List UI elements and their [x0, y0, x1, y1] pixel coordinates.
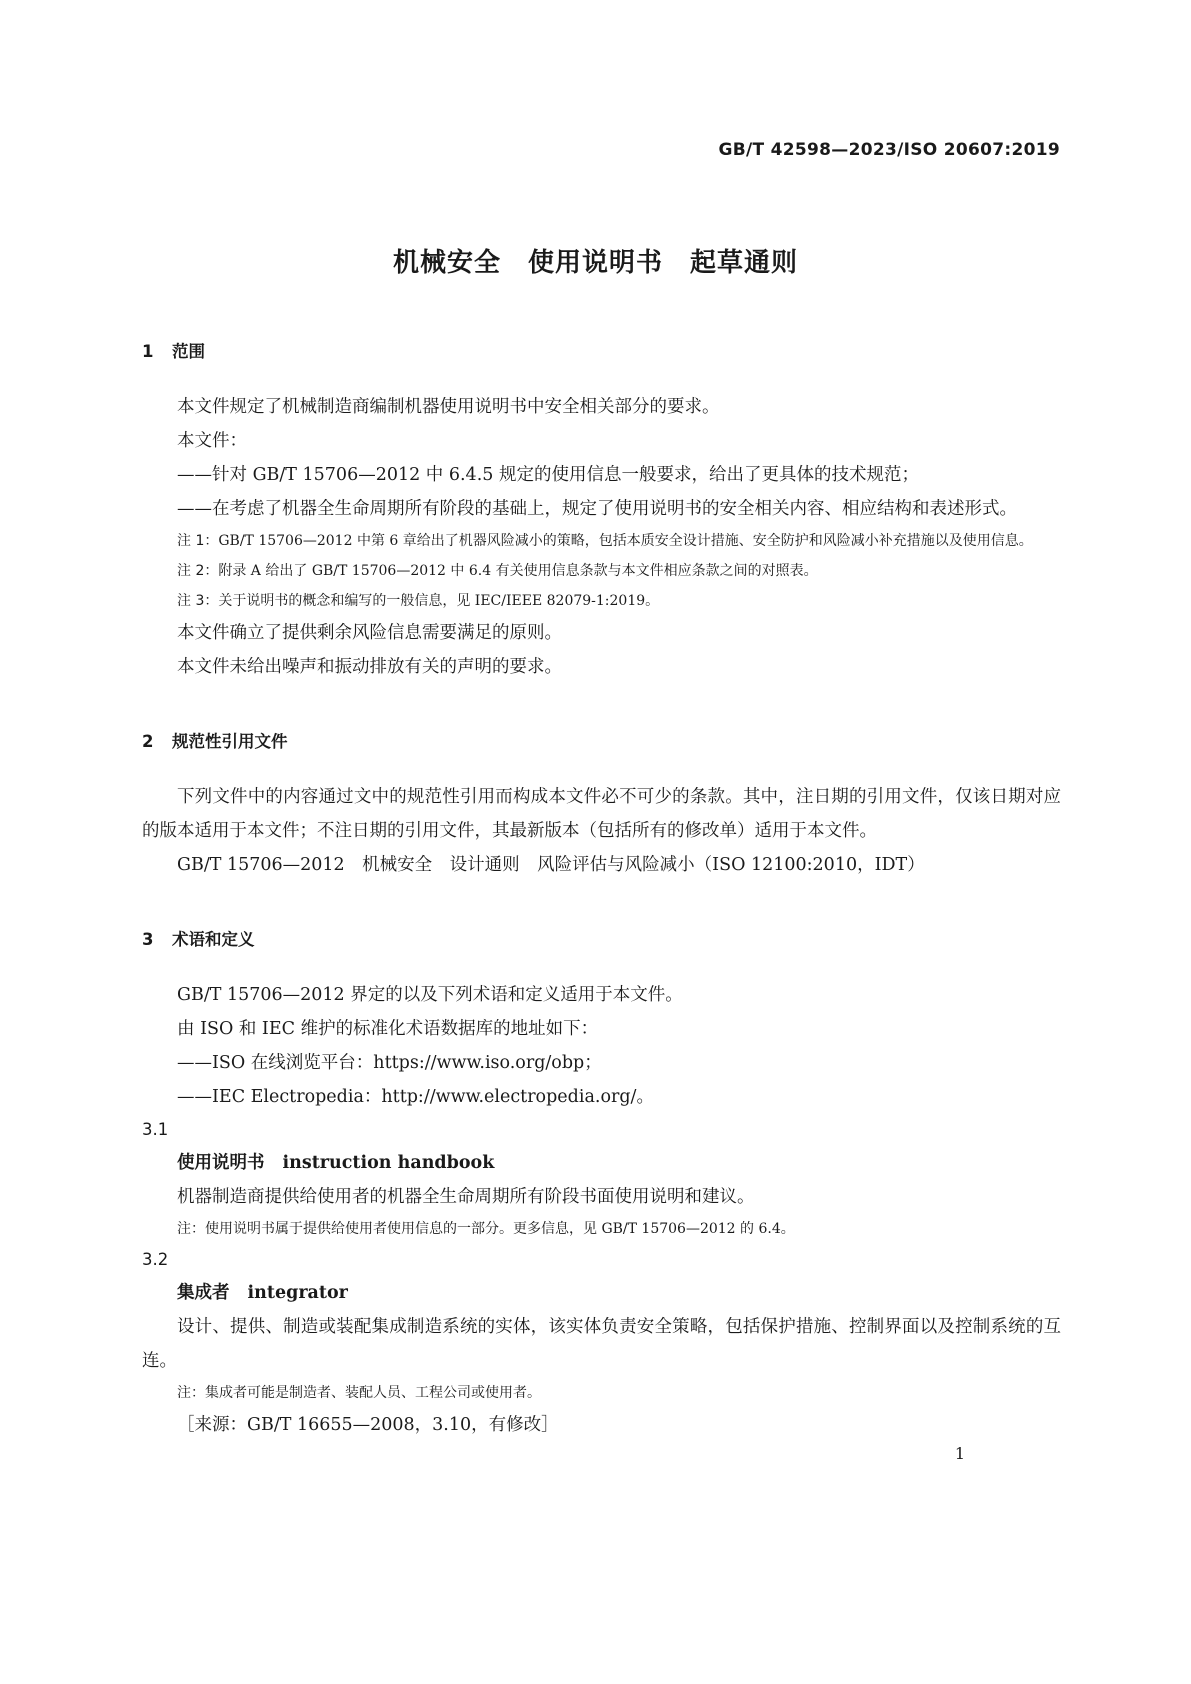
- section-title: 范围: [172, 342, 205, 361]
- dash-list-item: ——ISO 在线浏览平台：https://www.iso.org/obp；: [177, 1053, 602, 1073]
- term-english: instruction handbook: [282, 1153, 495, 1173]
- note-2: [142, 556, 1061, 586]
- note-label: 注：: [177, 1221, 205, 1237]
- term-chinese: 使用说明书: [177, 1153, 265, 1173]
- note-text: 附录 A 给出了 GB/T 15706—2012 中 6.4 有关使用信息条款与本文件相应条款之间的对照表。: [218, 563, 818, 579]
- note-label: 注：: [177, 1385, 205, 1401]
- note-text: 使用说明书属于提供给使用者使用信息的一部分。更多信息，见 GB/T 15706—2012 的 6.4。: [205, 1221, 795, 1237]
- paragraph: 下列文件中的内容通过文中的规范性引用而构成本文件必不可少的条款。其中，注日期的引用文件，仅该日期对应的版本适用于本文件；不注日期的引用文件，其最新版本（包括所有的修改单）适用于本文件。: [142, 787, 1061, 841]
- term-entry: [142, 1146, 1061, 1180]
- section-number: 3: [142, 930, 154, 949]
- section-title: 规范性引用文件: [172, 732, 288, 751]
- term-chinese: 集成者: [177, 1283, 230, 1303]
- section-number: 2: [142, 732, 154, 751]
- section-number: 1: [142, 342, 154, 361]
- note-1: [142, 526, 1061, 556]
- dash-list-item: ——针对 GB/T 15706—2012 中 6.4.5 规定的使用信息一般要求，给出了更具体的技术规范；: [177, 465, 919, 485]
- note-label: 注 3：: [177, 593, 219, 609]
- document-body: [142, 340, 1061, 1442]
- note-label: 注 1：: [177, 533, 219, 549]
- paragraph: 本文件：: [177, 431, 247, 451]
- section-1-heading: [142, 340, 1061, 364]
- note-3: [142, 586, 1061, 616]
- term-english: integrator: [247, 1283, 348, 1303]
- page-number: 1: [954, 1444, 965, 1463]
- note-text: 集成者可能是制造者、装配人员、工程公司或使用者。: [205, 1385, 541, 1401]
- note-label: 注 2：: [177, 563, 219, 579]
- term-note: [142, 1378, 1061, 1408]
- paragraph: 由 ISO 和 IEC 维护的标准化术语数据库的地址如下：: [177, 1019, 599, 1039]
- dash-list-item: ——IEC Electropedia：http://www.electropedia.org/。: [177, 1087, 654, 1107]
- note-text: GB/T 15706—2012 中第 6 章给出了机器风险减小的策略，包括本质安全设计措施、安全防护和风险减小补充措施以及使用信息。: [218, 533, 1033, 549]
- section-2-heading: [142, 730, 1061, 754]
- term-number: 3.1: [142, 1120, 169, 1139]
- term-note: [142, 1214, 1061, 1244]
- term-source: ［来源：GB/T 16655—2008，3.10，有修改］: [177, 1415, 559, 1435]
- paragraph: GB/T 15706—2012 界定的以及下列术语和定义适用于本文件。: [177, 985, 683, 1005]
- paragraph: 本文件未给出噪声和振动排放有关的声明的要求。: [177, 657, 562, 677]
- document-title: 机械安全 使用说明书 起草通则: [392, 248, 798, 278]
- note-text: 关于说明书的概念和编写的一般信息，见 IEC/IEEE 82079-1:2019。: [218, 593, 660, 609]
- term-definition: 设计、提供、制造或装配集成制造系统的实体，该实体负责安全策略，包括保护措施、控制界面以及控制系统的互连。: [142, 1317, 1061, 1371]
- dash-list-item: ——在考虑了机器全生命周期所有阶段的基础上，规定了使用说明书的安全相关内容、相应结构和表述形式。: [177, 499, 1017, 519]
- standard-code-header: GB/T 42598—2023/ISO 20607:2019: [718, 140, 1060, 160]
- term-definition: 机器制造商提供给使用者的机器全生命周期所有阶段书面使用说明和建议。: [177, 1187, 755, 1207]
- term-number: 3.2: [142, 1250, 169, 1269]
- paragraph: 本文件确立了提供剩余风险信息需要满足的原则。: [177, 623, 562, 643]
- section-3-heading: [142, 928, 1061, 952]
- term-entry: [142, 1276, 1061, 1310]
- paragraph: 本文件规定了机械制造商编制机器使用说明书中安全相关部分的要求。: [177, 397, 720, 417]
- normative-reference: GB/T 15706—2012 机械安全 设计通则 风险评估与风险减小（ISO 12100:2010，IDT）: [177, 855, 925, 875]
- section-title: 术语和定义: [172, 930, 255, 949]
